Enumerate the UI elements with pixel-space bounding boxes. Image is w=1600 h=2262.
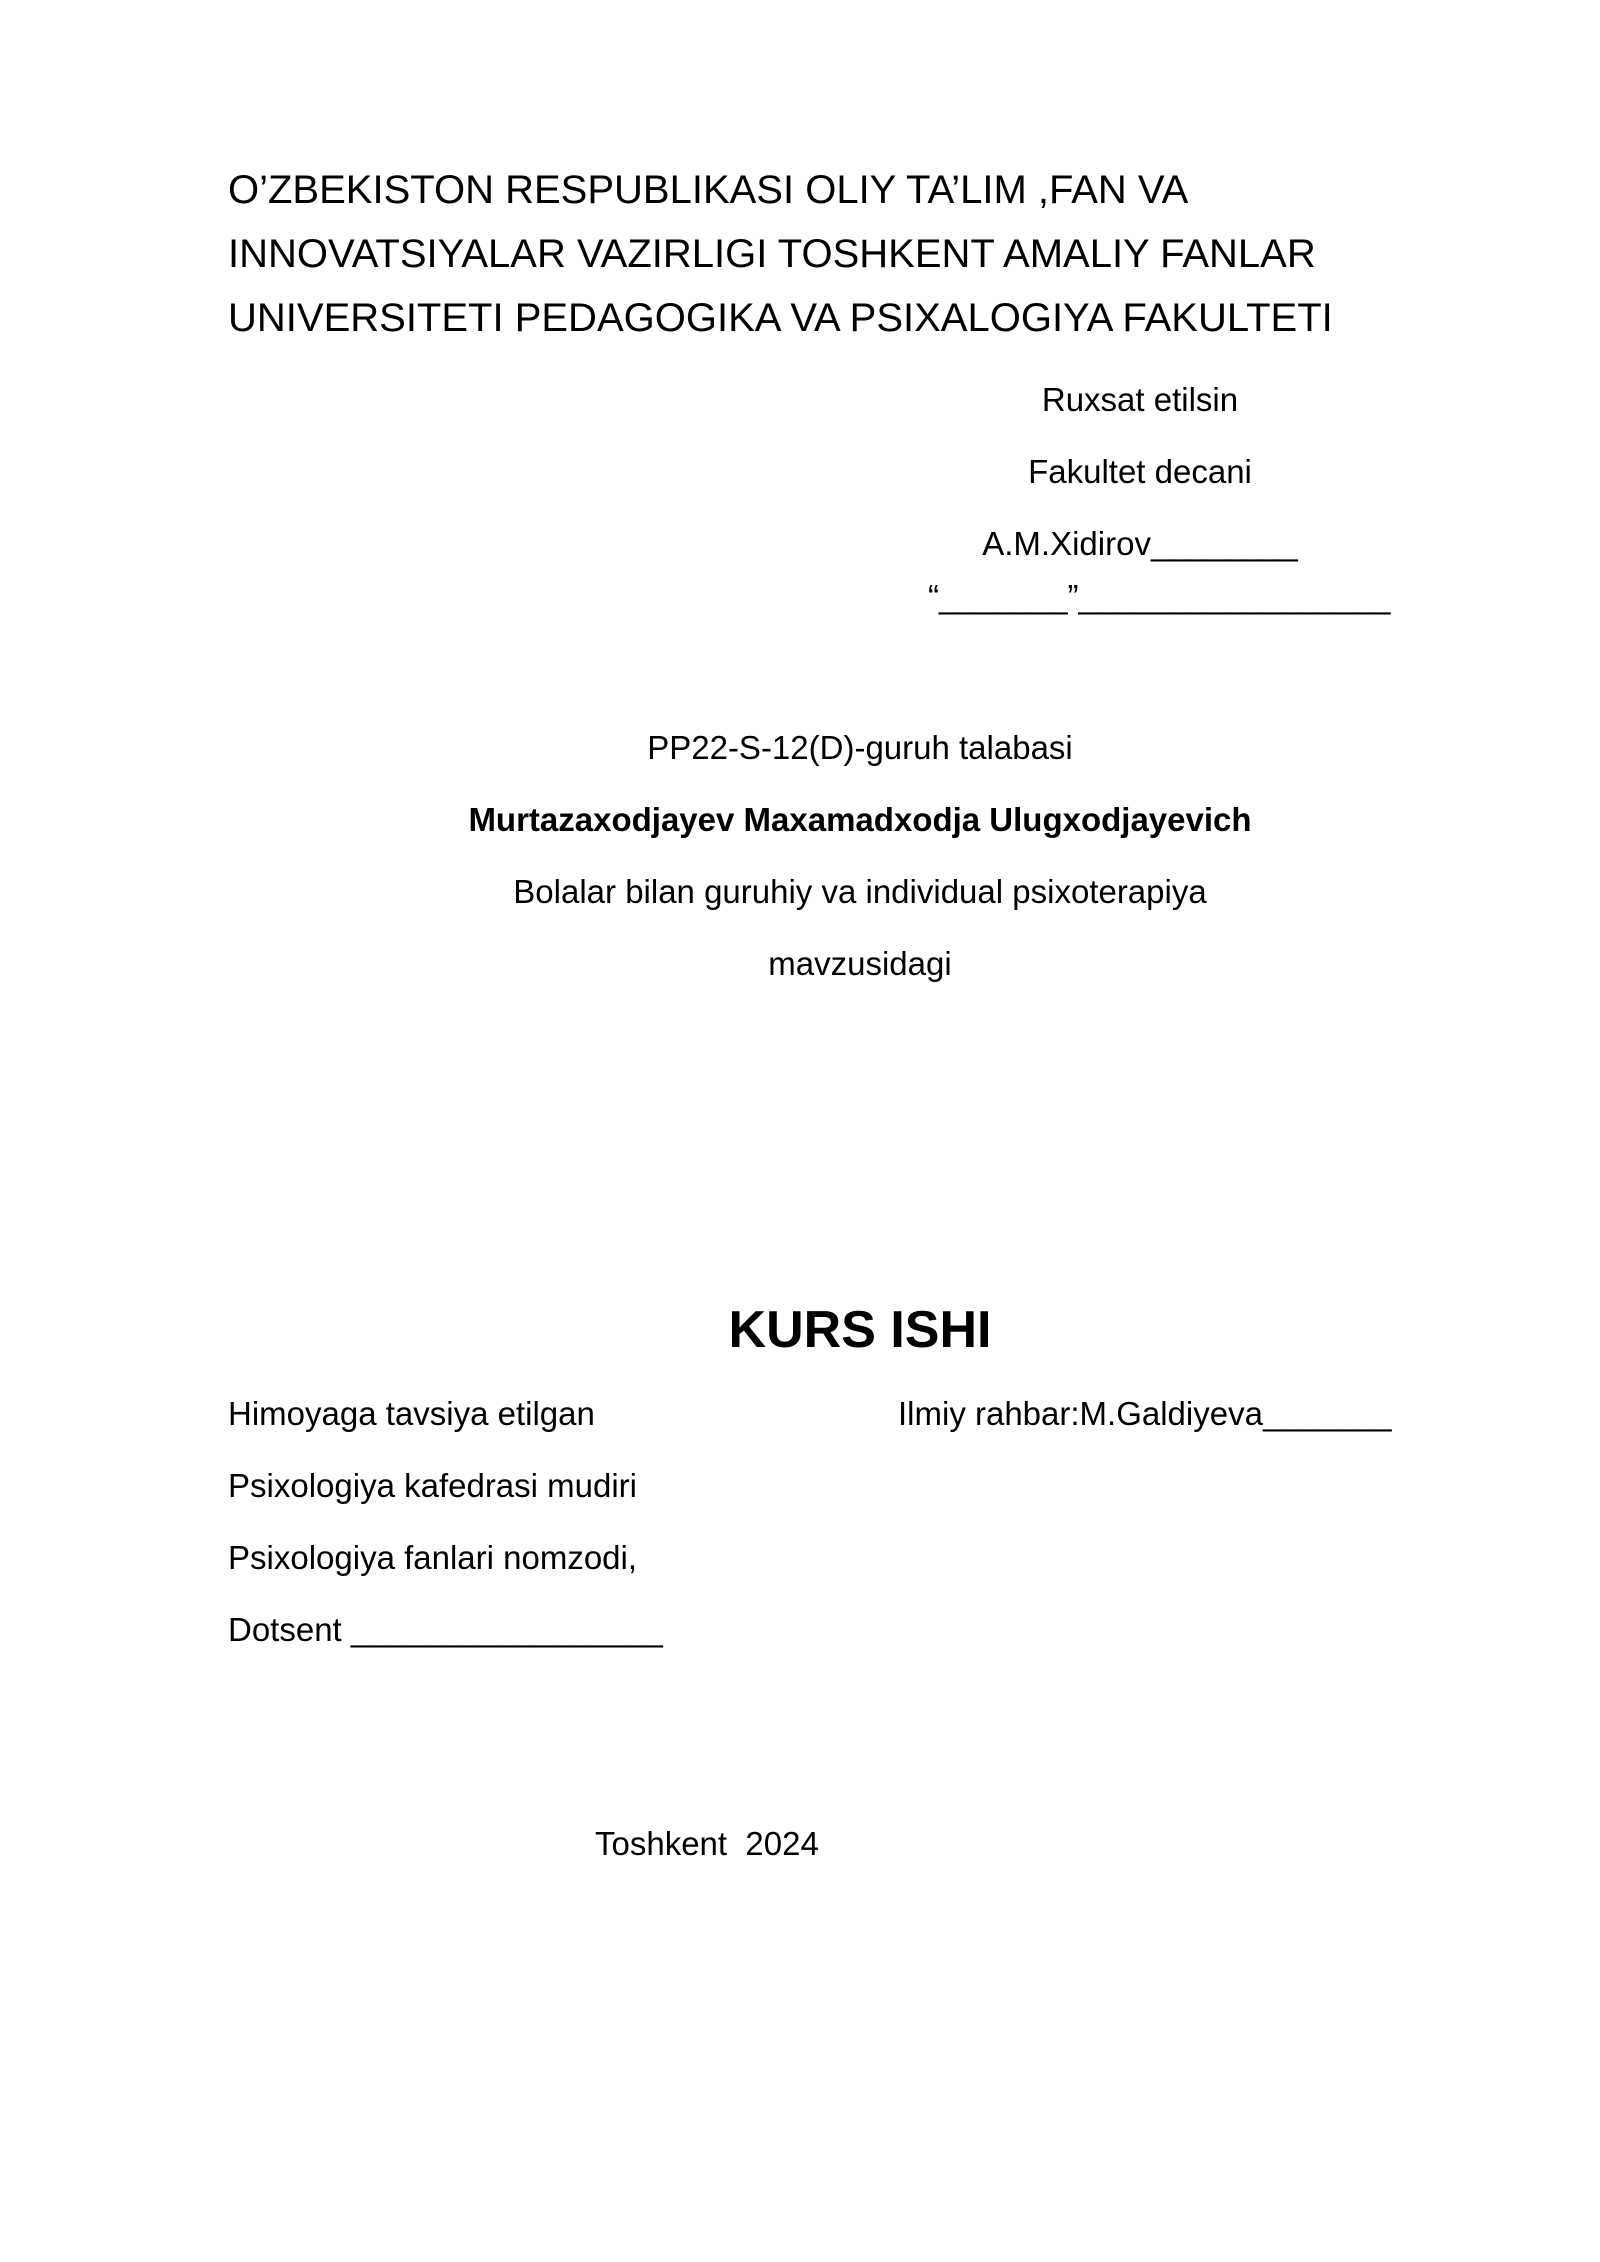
city-year: Toshkent 2024 xyxy=(595,1825,819,1862)
defense-line-recommended: Himoyaga tavsiya etilgan xyxy=(228,1395,595,1432)
heading-line-3: UNIVERSITETI PEDAGOGIKA VA PSIXALOGIYA FAKULTETI xyxy=(228,296,1333,340)
document-title: KURS ISHI xyxy=(728,1301,992,1359)
student-name: Murtazaxodjayev Maxamadxodja Ulugxodjayevich xyxy=(468,801,1252,838)
heading-line-1: O’ZBEKISTON RESPUBLIKASI OLIY TA’LIM ,FAN VA xyxy=(228,168,1189,212)
approval-line-dean-name: A.M.Xidirov________ xyxy=(982,525,1298,562)
student-topic-suffix: mavzusidagi xyxy=(768,945,952,982)
supervisor-line: Ilmiy rahbar:M.Galdiyeva_______ xyxy=(898,1395,1392,1432)
student-block xyxy=(300,712,1420,1000)
student-topic: Bolalar bilan guruhiy va individual psixoterapiya xyxy=(513,873,1207,910)
approval-block xyxy=(900,364,1380,580)
institution-heading xyxy=(228,158,1408,350)
heading-line-2: INNOVATSIYALAR VAZIRLIGI TOSHKENT AMALIY FANLAR xyxy=(228,232,1316,276)
approval-line-permit: Ruxsat etilsin xyxy=(1041,381,1239,418)
defense-line-signature: Dotsent _________________ xyxy=(228,1611,663,1648)
defense-block xyxy=(228,1378,663,1666)
student-group: PP22-S-12(D)-guruh talabasi xyxy=(647,729,1073,766)
defense-line-degree: Psixologiya fanlari nomzodi, xyxy=(228,1539,638,1576)
approval-line-dean: Fakultet decani xyxy=(1028,453,1252,490)
defense-line-head: Psixologiya kafedrasi mudiri xyxy=(228,1467,638,1504)
approval-date-line: “_______”_________________ xyxy=(928,578,1391,615)
